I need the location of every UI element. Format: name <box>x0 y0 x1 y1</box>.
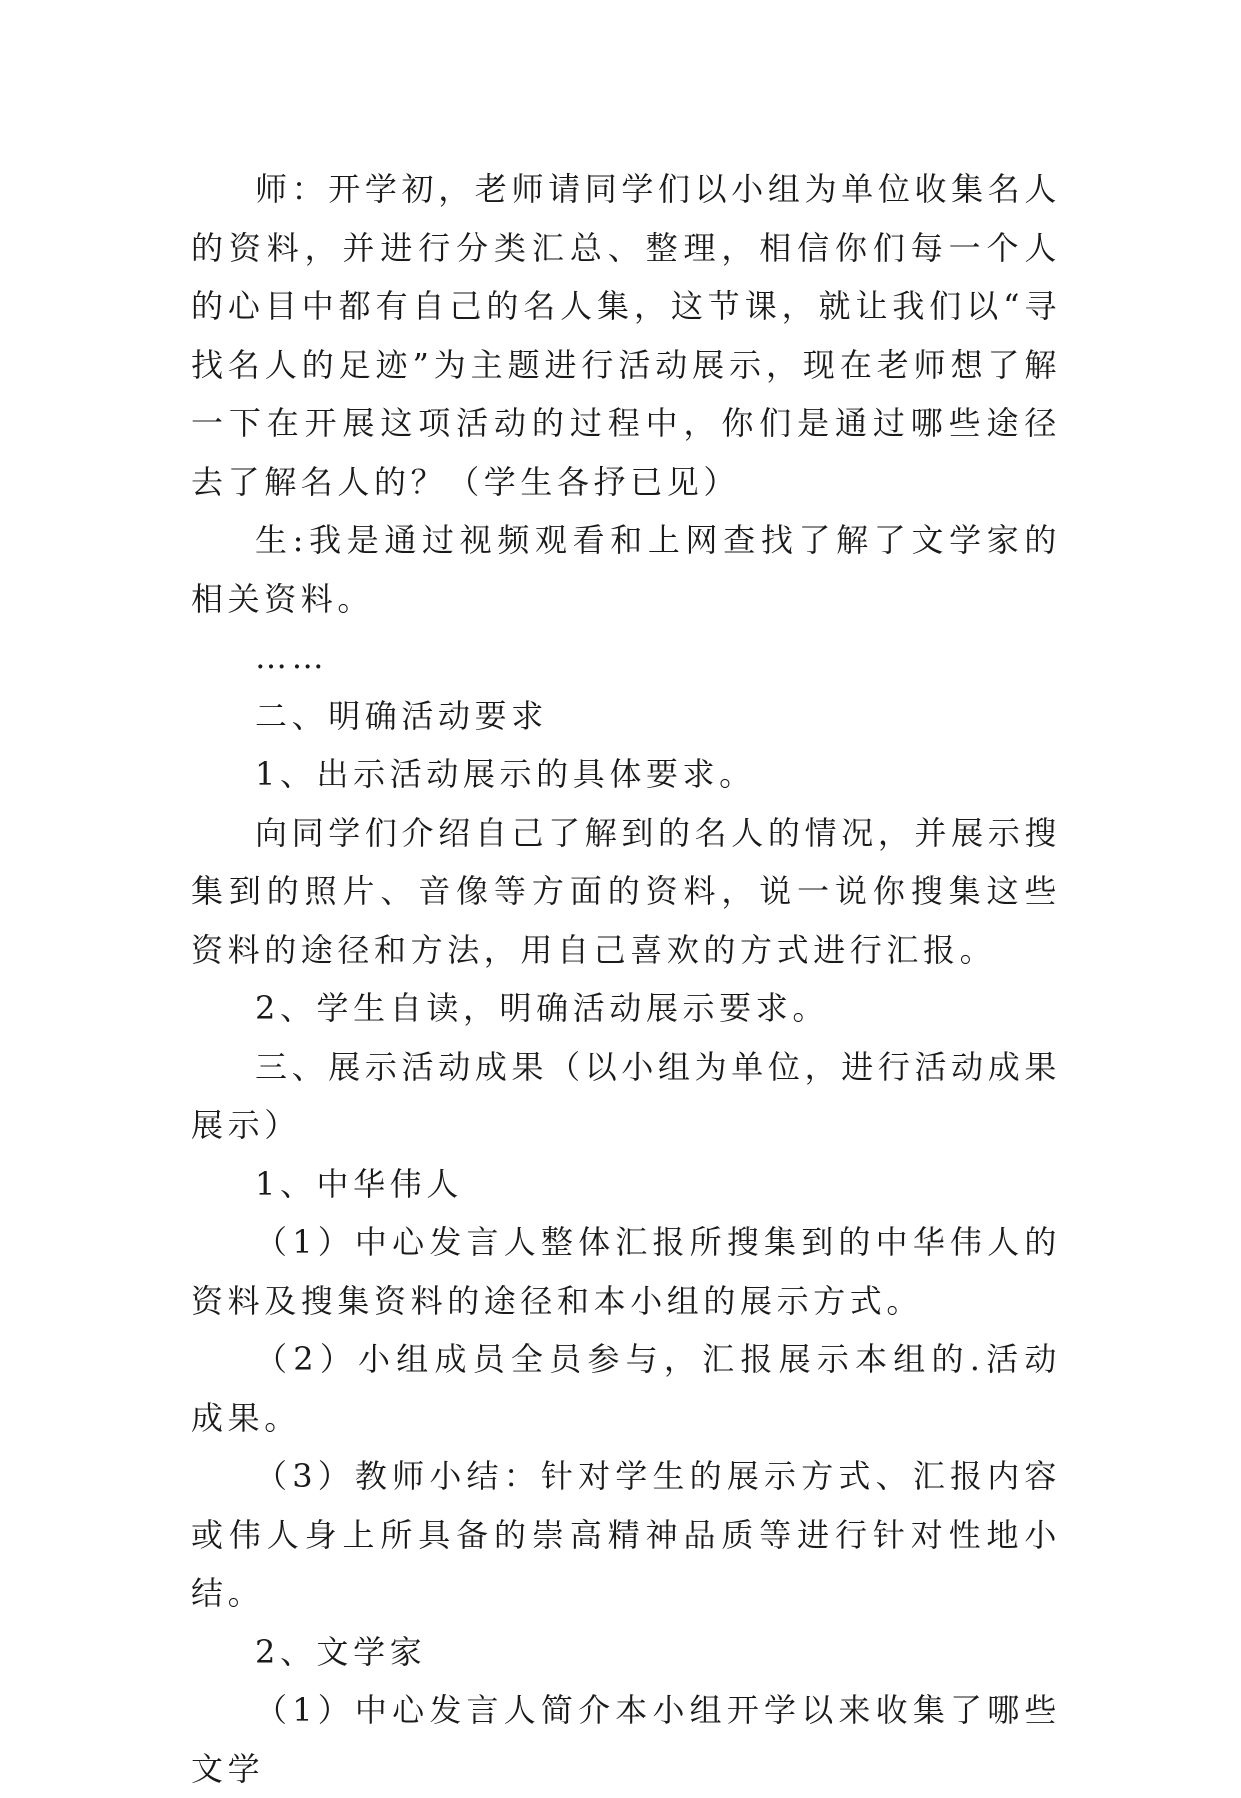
paragraph-requirement-2: 2、学生自读，明确活动展示要求。 <box>255 989 829 1027</box>
section-heading-requirements: 二、明确活动要求 <box>255 696 548 735</box>
paragraph-ellipsis: …… <box>255 638 329 676</box>
paragraph-requirement-1: 1、出示活动展示的具体要求。 <box>255 755 756 793</box>
paragraph-requirement-detail: 向同学们介绍自己了解到的名人的情况，并展示搜集到的照片、音像等方面的资料，说一说你搜集这些资料的途径和方法，用自己喜欢的方式进行汇报。 <box>191 813 1061 969</box>
subheading-writers: 2、文学家 <box>255 1632 427 1671</box>
subheading-chinese-leaders: 1、中华伟人 <box>255 1164 463 1203</box>
paragraph-leaders-step-1: （1）中心发言人整体汇报所搜集到的中华伟人的资料及搜集资料的途径和本小组的展示方式。 <box>191 1223 1061 1320</box>
paragraph-teacher-intro: 师：开学初，老师请同学们以小组为单位收集名人的资料，并进行分类汇总、整理，相信你们每一个人的心目中都有自己的名人集，这节课，就让我们以“寻找名人的足迹”为主题进行活动展示，现在老师想了解一下在开展这项活动的过程中，你们是通过哪些途径去了解名人的？（学生各抒已见） <box>191 170 1061 501</box>
paragraph-student-answer: 生:我是通过视频观看和上网查找了解了文学家的相关资料。 <box>191 521 1061 618</box>
section-heading-results: 三、展示活动成果（以小组为单位，进行活动成果展示） <box>191 1047 1061 1144</box>
paragraph-writers-step-1: （1）中心发言人简介本小组开学以来收集了哪些文学 <box>191 1691 1061 1788</box>
paragraph-leaders-step-2: （2）小组成员全员参与，汇报展示本组的.活动成果。 <box>191 1340 1061 1437</box>
paragraph-leaders-step-3: （3）教师小结：针对学生的展示方式、汇报内容或伟人身上所具备的崇高精神品质等进行针对性地小结。 <box>191 1457 1061 1612</box>
document-body <box>191 160 1061 1798</box>
